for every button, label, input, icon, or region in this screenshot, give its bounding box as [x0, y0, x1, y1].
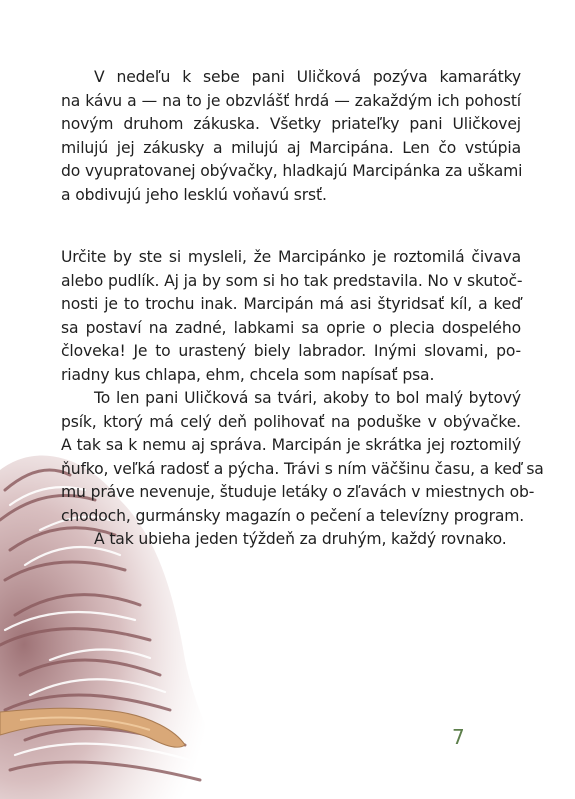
text-line: V nedeľu k sebe pani Uličková pozýva kamarátky — [94, 68, 521, 86]
text-line: na kávu a — na to je obzvlášť hrdá — zakaždým ich pohostí — [61, 91, 521, 110]
text-line: To len pani Uličková sa tvári, akoby to bol malý bytový — [94, 389, 521, 407]
text-line: človeka! Je to urastený biely labrador. Inými slovami, po- — [61, 342, 521, 360]
page-number: 7 — [452, 725, 465, 749]
text-line: a obdivujú jeho lesklú voňavú srsť. — [61, 185, 327, 204]
text-line: nosti je to trochu inak. Marcipán má asi štyridsať kíl, a keď — [61, 295, 521, 313]
text-line: sa postaví na zadné, labkami sa oprie o plecia dospelého — [61, 318, 521, 337]
text-line: Určite by ste si mysleli, že Marcipánko je roztomilá čivava — [61, 248, 521, 266]
text-line: milujú jej zákusky a milujú aj Marcipána. Len čo vstúpia — [61, 138, 521, 157]
paragraph-1 — [61, 66, 521, 207]
text-line: psík, ktorý má celý deň polihovať na poduške v obývačke. — [61, 412, 521, 431]
text-line: mu práve nevenuje, študuje letáky o zľavách v miestnych ob- — [61, 483, 535, 501]
text-line: A tak sa k nemu aj správa. Marcipán je skrátka jej roztomilý — [61, 436, 521, 454]
text-line: novým druhom zákuska. Všetky priateľky pani Uličkovej — [61, 115, 521, 133]
text-line: alebo pudlík. Aj ja by som si ho tak predstavila. No v skutoč- — [61, 271, 523, 290]
text-line: ňufko, veľká radosť a pýcha. Trávi s ním väčšinu času, a keď sa — [61, 459, 544, 478]
paragraph-2 — [61, 246, 521, 387]
text-line: A tak ubieha jeden týždeň za druhým, každý rovnako. — [94, 530, 507, 548]
story-text — [61, 66, 544, 552]
paragraph-gap — [61, 207, 521, 246]
text-line: chodoch, gurmánsky magazín o pečení a televízny program. — [61, 506, 525, 525]
text-line: riadny kus chlapa, ehm, chcela som napísať psa. — [61, 365, 435, 384]
paragraph-4 — [61, 528, 521, 552]
paragraph-3 — [61, 387, 544, 528]
text-line: do vyupratovanej obývačky, hladkajú Marcipánka za uškami — [61, 162, 523, 180]
